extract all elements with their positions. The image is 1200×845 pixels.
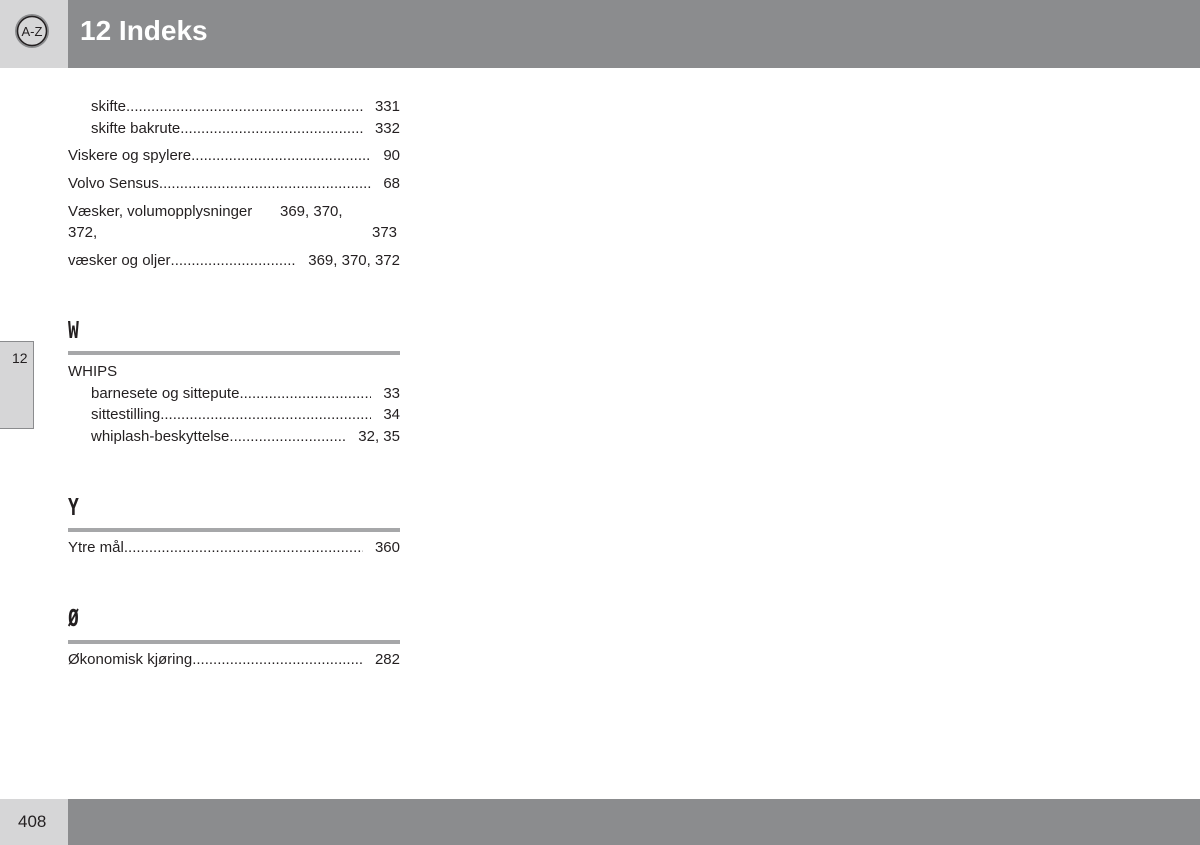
entry-text: Ytre mål (68, 539, 124, 556)
section-letter-w: W (68, 318, 79, 344)
index-entry (68, 539, 400, 557)
index-entry (68, 651, 400, 669)
entry-pages: 34 (383, 406, 400, 423)
dot-leader (171, 252, 297, 270)
index-entry (91, 120, 400, 138)
dot-leader (126, 98, 363, 116)
entry-pages: 373 (372, 224, 398, 241)
section-divider (68, 640, 400, 644)
chapter-tab-label: 12 (12, 350, 28, 366)
index-entry (91, 428, 400, 446)
entry-text: skifte (91, 98, 127, 115)
entry-text: skifte bakrute (91, 120, 181, 137)
dot-leader (192, 651, 363, 669)
footer-bar (68, 799, 1200, 845)
entry-pages: 369, 370, 372 (308, 252, 400, 269)
section-letter-oe: Ø (68, 606, 79, 632)
dot-leader (191, 147, 371, 165)
entry-text: væsker og oljer (68, 252, 171, 269)
dot-leader (180, 120, 363, 138)
entry-pages: 369, 370, (280, 203, 343, 220)
entry-heading: WHIPS (68, 363, 118, 380)
entry-pages: 360 (374, 539, 400, 556)
index-entry (68, 175, 400, 193)
chapter-tab[interactable] (0, 341, 34, 429)
a-z-icon-text: A-Z (21, 24, 43, 39)
dot-leader (160, 406, 371, 424)
entry-pages: 32, 35 (358, 428, 400, 445)
entry-pages: 33 (383, 385, 400, 402)
page-title: 12 Indeks (80, 15, 208, 46)
entry-pages: 331 (374, 98, 400, 115)
index-entry (68, 252, 400, 270)
entry-text: whiplash-beskyttelse (91, 428, 230, 445)
index-entry (91, 98, 400, 116)
index-entry (68, 147, 400, 165)
entry-text: sittestilling (91, 406, 161, 423)
index-entry (91, 406, 400, 424)
entry-pages: 332 (374, 120, 400, 137)
a-z-index-icon (14, 13, 50, 49)
entry-pages: 282 (374, 651, 400, 668)
entry-pages: 90 (383, 147, 400, 164)
section-letter-y: Y (68, 495, 79, 521)
section-divider (68, 528, 400, 532)
section-divider (68, 351, 400, 355)
index-entry (91, 385, 400, 403)
page-number: 408 (18, 812, 47, 831)
dot-leader (239, 385, 371, 403)
header-icon-panel (0, 0, 68, 68)
entry-text: Økonomisk kjøring (68, 651, 193, 668)
entry-text: Viskere og spylere (68, 147, 192, 164)
dot-leader (229, 428, 346, 446)
dot-leader (159, 175, 371, 193)
entry-text: Væsker, volumopplysninger (68, 203, 253, 220)
entry-text: Volvo Sensus (68, 175, 159, 192)
entry-text-continued: 372, (68, 224, 98, 241)
entry-pages: 68 (383, 175, 400, 192)
dot-leader (124, 539, 363, 557)
header-bar (68, 0, 1200, 68)
entry-text: barnesete og sittepute (91, 385, 240, 402)
